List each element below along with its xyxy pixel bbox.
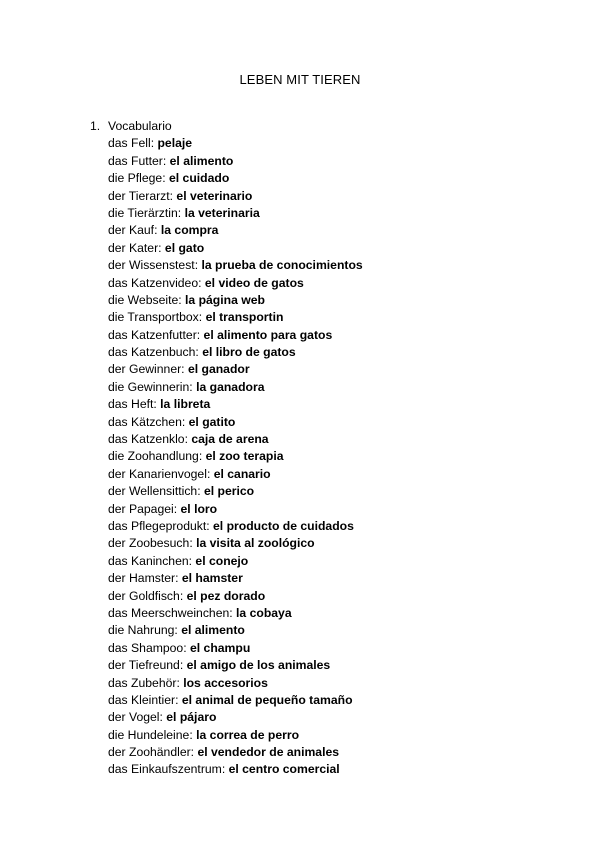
vocab-spanish-term: la cobaya	[236, 605, 292, 620]
vocab-spanish-term: el hamster	[181, 571, 243, 586]
vocab-item	[108, 640, 550, 657]
vocab-spanish-term: el loro	[180, 501, 218, 516]
vocab-german-term: der Goldfisch	[108, 588, 180, 603]
page-title: LEBEN MIT TIEREN	[239, 72, 361, 87]
vocab-german-term: das Katzenvideo	[108, 275, 199, 290]
vocab-spanish-term: el ganador	[187, 362, 250, 377]
vocab-spanish-term: la visita al zoológico	[196, 536, 315, 551]
vocab-item	[108, 761, 550, 778]
vocab-german-term: der Hamster	[108, 571, 176, 586]
vocab-item	[108, 275, 550, 292]
vocab-spanish-term: el gato	[164, 240, 205, 255]
vocab-spanish-term: pelaje	[157, 136, 193, 151]
vocab-separator: :	[194, 258, 202, 273]
vocab-separator: :	[189, 379, 197, 394]
vocab-german-term: der Zoobesuch	[108, 536, 190, 551]
vocab-item	[108, 535, 550, 552]
vocab-item	[108, 466, 550, 483]
vocab-separator: :	[158, 240, 165, 255]
vocab-german-term: der Wellensittich	[108, 484, 198, 499]
vocab-german-term: der Tierarzt	[108, 188, 170, 203]
section-number: 1.	[90, 119, 101, 133]
vocab-german-term: der Zoohändler	[108, 745, 191, 760]
vocab-spanish-term: el conejo	[195, 553, 249, 568]
vocab-item	[108, 396, 550, 413]
vocab-item	[108, 709, 550, 726]
vocab-spanish-term: el pez dorado	[186, 588, 266, 603]
vocab-spanish-term: el video de gatos	[204, 275, 304, 290]
vocab-item	[108, 292, 550, 309]
vocab-german-term: die Zoohandlung	[108, 449, 199, 464]
vocab-separator: :	[162, 153, 170, 168]
vocab-separator: :	[179, 588, 187, 603]
vocab-item	[108, 240, 550, 257]
vocab-separator: :	[162, 171, 169, 186]
vocab-separator: :	[175, 571, 182, 586]
vocab-german-term: das Fell	[108, 136, 151, 151]
vocab-separator: :	[206, 466, 214, 481]
vocab-separator: :	[184, 432, 192, 447]
vocab-spanish-term: el libro de gatos	[202, 345, 296, 360]
vocab-spanish-term: la compra	[160, 223, 219, 238]
vocab-separator: :	[176, 675, 184, 690]
vocab-separator: :	[173, 501, 181, 516]
vocab-separator: :	[198, 275, 205, 290]
vocab-item	[108, 309, 550, 326]
vocab-item	[108, 153, 550, 170]
vocabulary-list	[90, 135, 550, 778]
vocab-german-term: das Pflegeprodukt	[108, 518, 207, 533]
vocab-separator: :	[198, 449, 206, 464]
vocab-item	[108, 188, 550, 205]
vocab-german-term: das Katzenklo	[108, 432, 185, 447]
vocab-separator: :	[190, 745, 198, 760]
vocab-spanish-term: el perico	[203, 484, 255, 499]
vocab-german-term: der Kauf	[108, 223, 155, 238]
vocab-item	[108, 379, 550, 396]
vocab-german-term: das Heft	[108, 397, 154, 412]
vocab-separator: :	[189, 727, 197, 742]
vocab-german-term: der Gewinner	[108, 362, 182, 377]
vocab-spanish-term: caja de arena	[191, 432, 269, 447]
vocab-spanish-term: el alimento	[181, 623, 245, 638]
vocab-german-term: die Gewinnerin	[108, 379, 190, 394]
vocab-spanish-term: el centro comercial	[228, 762, 340, 777]
vocab-german-term: der Papagei	[108, 501, 174, 516]
vocab-german-term: die Tierärztin	[108, 205, 178, 220]
vocab-german-term: die Pflege	[108, 171, 163, 186]
vocab-spanish-term: el canario	[213, 466, 271, 481]
vocab-separator: :	[153, 397, 161, 412]
vocab-separator: :	[221, 762, 229, 777]
vocab-separator: :	[188, 553, 196, 568]
vocab-german-term: der Kanarienvogel	[108, 466, 207, 481]
vocab-german-term: der Kater	[108, 240, 159, 255]
vocab-spanish-term: el champu	[190, 640, 251, 655]
vocab-item	[108, 361, 550, 378]
vocab-spanish-term: el producto de cuidados	[213, 518, 354, 533]
vocab-spanish-term: la veterinaria	[184, 205, 260, 220]
vocab-spanish-term: los accesorios	[183, 675, 268, 690]
vocab-item	[108, 344, 550, 361]
vocab-spanish-term: el cuidado	[169, 171, 230, 186]
vocab-item	[108, 170, 550, 187]
vocab-separator: :	[198, 310, 206, 325]
vocab-german-term: das Katzenbuch	[108, 345, 196, 360]
vocab-item	[108, 622, 550, 639]
vocab-german-term: das Futter	[108, 153, 163, 168]
vocab-german-term: der Tiefreund	[108, 658, 180, 673]
vocab-german-term: die Webseite	[108, 292, 179, 307]
vocab-item	[108, 501, 550, 518]
vocab-spanish-term: el transportin	[205, 310, 284, 325]
vocab-spanish-term: la página web	[185, 292, 265, 307]
vocab-item	[108, 448, 550, 465]
vocab-spanish-term: la libreta	[160, 397, 211, 412]
vocab-item	[108, 483, 550, 500]
vocab-german-term: das Kleintier	[108, 692, 176, 707]
vocab-separator: :	[178, 292, 186, 307]
vocab-item	[108, 205, 550, 222]
vocab-item	[108, 327, 550, 344]
vocab-item	[108, 744, 550, 761]
vocab-separator: :	[150, 136, 158, 151]
vocab-spanish-term: el amigo de los animales	[186, 658, 331, 673]
vocab-item	[108, 588, 550, 605]
vocab-german-term: die Transportbox	[108, 310, 199, 325]
vocab-separator: :	[181, 414, 189, 429]
vocab-german-term: das Katzenfutter	[108, 327, 197, 342]
vocab-separator: :	[195, 345, 203, 360]
vocab-german-term: das Zubehör	[108, 675, 177, 690]
vocab-separator: :	[175, 692, 182, 707]
vocab-item	[108, 414, 550, 431]
vocab-separator: :	[179, 658, 187, 673]
vocab-separator: :	[154, 223, 161, 238]
vocab-german-term: das Einkaufszentrum	[108, 762, 222, 777]
vocab-spanish-term: el veterinario	[176, 188, 253, 203]
vocab-german-term: das Kätzchen	[108, 414, 182, 429]
vocab-german-term: das Meerschweinchen	[108, 605, 230, 620]
vocab-item	[108, 570, 550, 587]
vocab-separator: :	[169, 188, 177, 203]
vocab-separator: :	[229, 605, 237, 620]
vocab-separator: :	[189, 536, 197, 551]
vocab-item	[108, 222, 550, 239]
vocab-separator: :	[197, 484, 204, 499]
vocab-item	[108, 657, 550, 674]
vocab-separator: :	[181, 362, 188, 377]
section-heading	[90, 118, 550, 135]
vocab-german-term: das Shampoo	[108, 640, 184, 655]
vocab-german-term: der Vogel	[108, 710, 160, 725]
vocab-item	[108, 431, 550, 448]
vocab-german-term: die Hundeleine	[108, 727, 190, 742]
vocab-separator: :	[177, 205, 185, 220]
vocab-spanish-term: la prueba de conocimientos	[201, 258, 363, 273]
vocab-spanish-term: el alimento	[169, 153, 234, 168]
vocab-spanish-term: el alimento para gatos	[203, 327, 333, 342]
vocab-spanish-term: el pájaro	[166, 710, 217, 725]
vocab-item	[108, 518, 550, 535]
vocab-spanish-term: el vendedor de animales	[197, 745, 340, 760]
vocab-german-term: das Kaninchen	[108, 553, 189, 568]
vocab-item	[108, 727, 550, 744]
vocab-item	[108, 692, 550, 709]
vocab-spanish-term: el gatito	[188, 414, 236, 429]
vocab-spanish-term: el animal de pequeño tamaño	[181, 692, 353, 707]
vocab-separator: :	[183, 640, 190, 655]
vocab-item	[108, 135, 550, 152]
vocab-separator: :	[174, 623, 182, 638]
vocab-spanish-term: la ganadora	[196, 379, 265, 394]
vocab-spanish-term: la correa de perro	[196, 727, 300, 742]
vocab-item	[108, 553, 550, 570]
vocab-separator: :	[196, 327, 204, 342]
vocab-spanish-term: el zoo terapia	[205, 449, 284, 464]
vocab-item	[108, 605, 550, 622]
section-heading-text: Vocabulario	[108, 119, 172, 133]
vocab-separator: :	[206, 518, 214, 533]
vocab-item	[108, 257, 550, 274]
vocab-german-term: der Wissenstest	[108, 258, 195, 273]
vocab-item	[108, 675, 550, 692]
vocabulary-section	[90, 118, 550, 779]
vocab-german-term: die Nahrung	[108, 623, 175, 638]
vocab-separator: :	[159, 710, 167, 725]
